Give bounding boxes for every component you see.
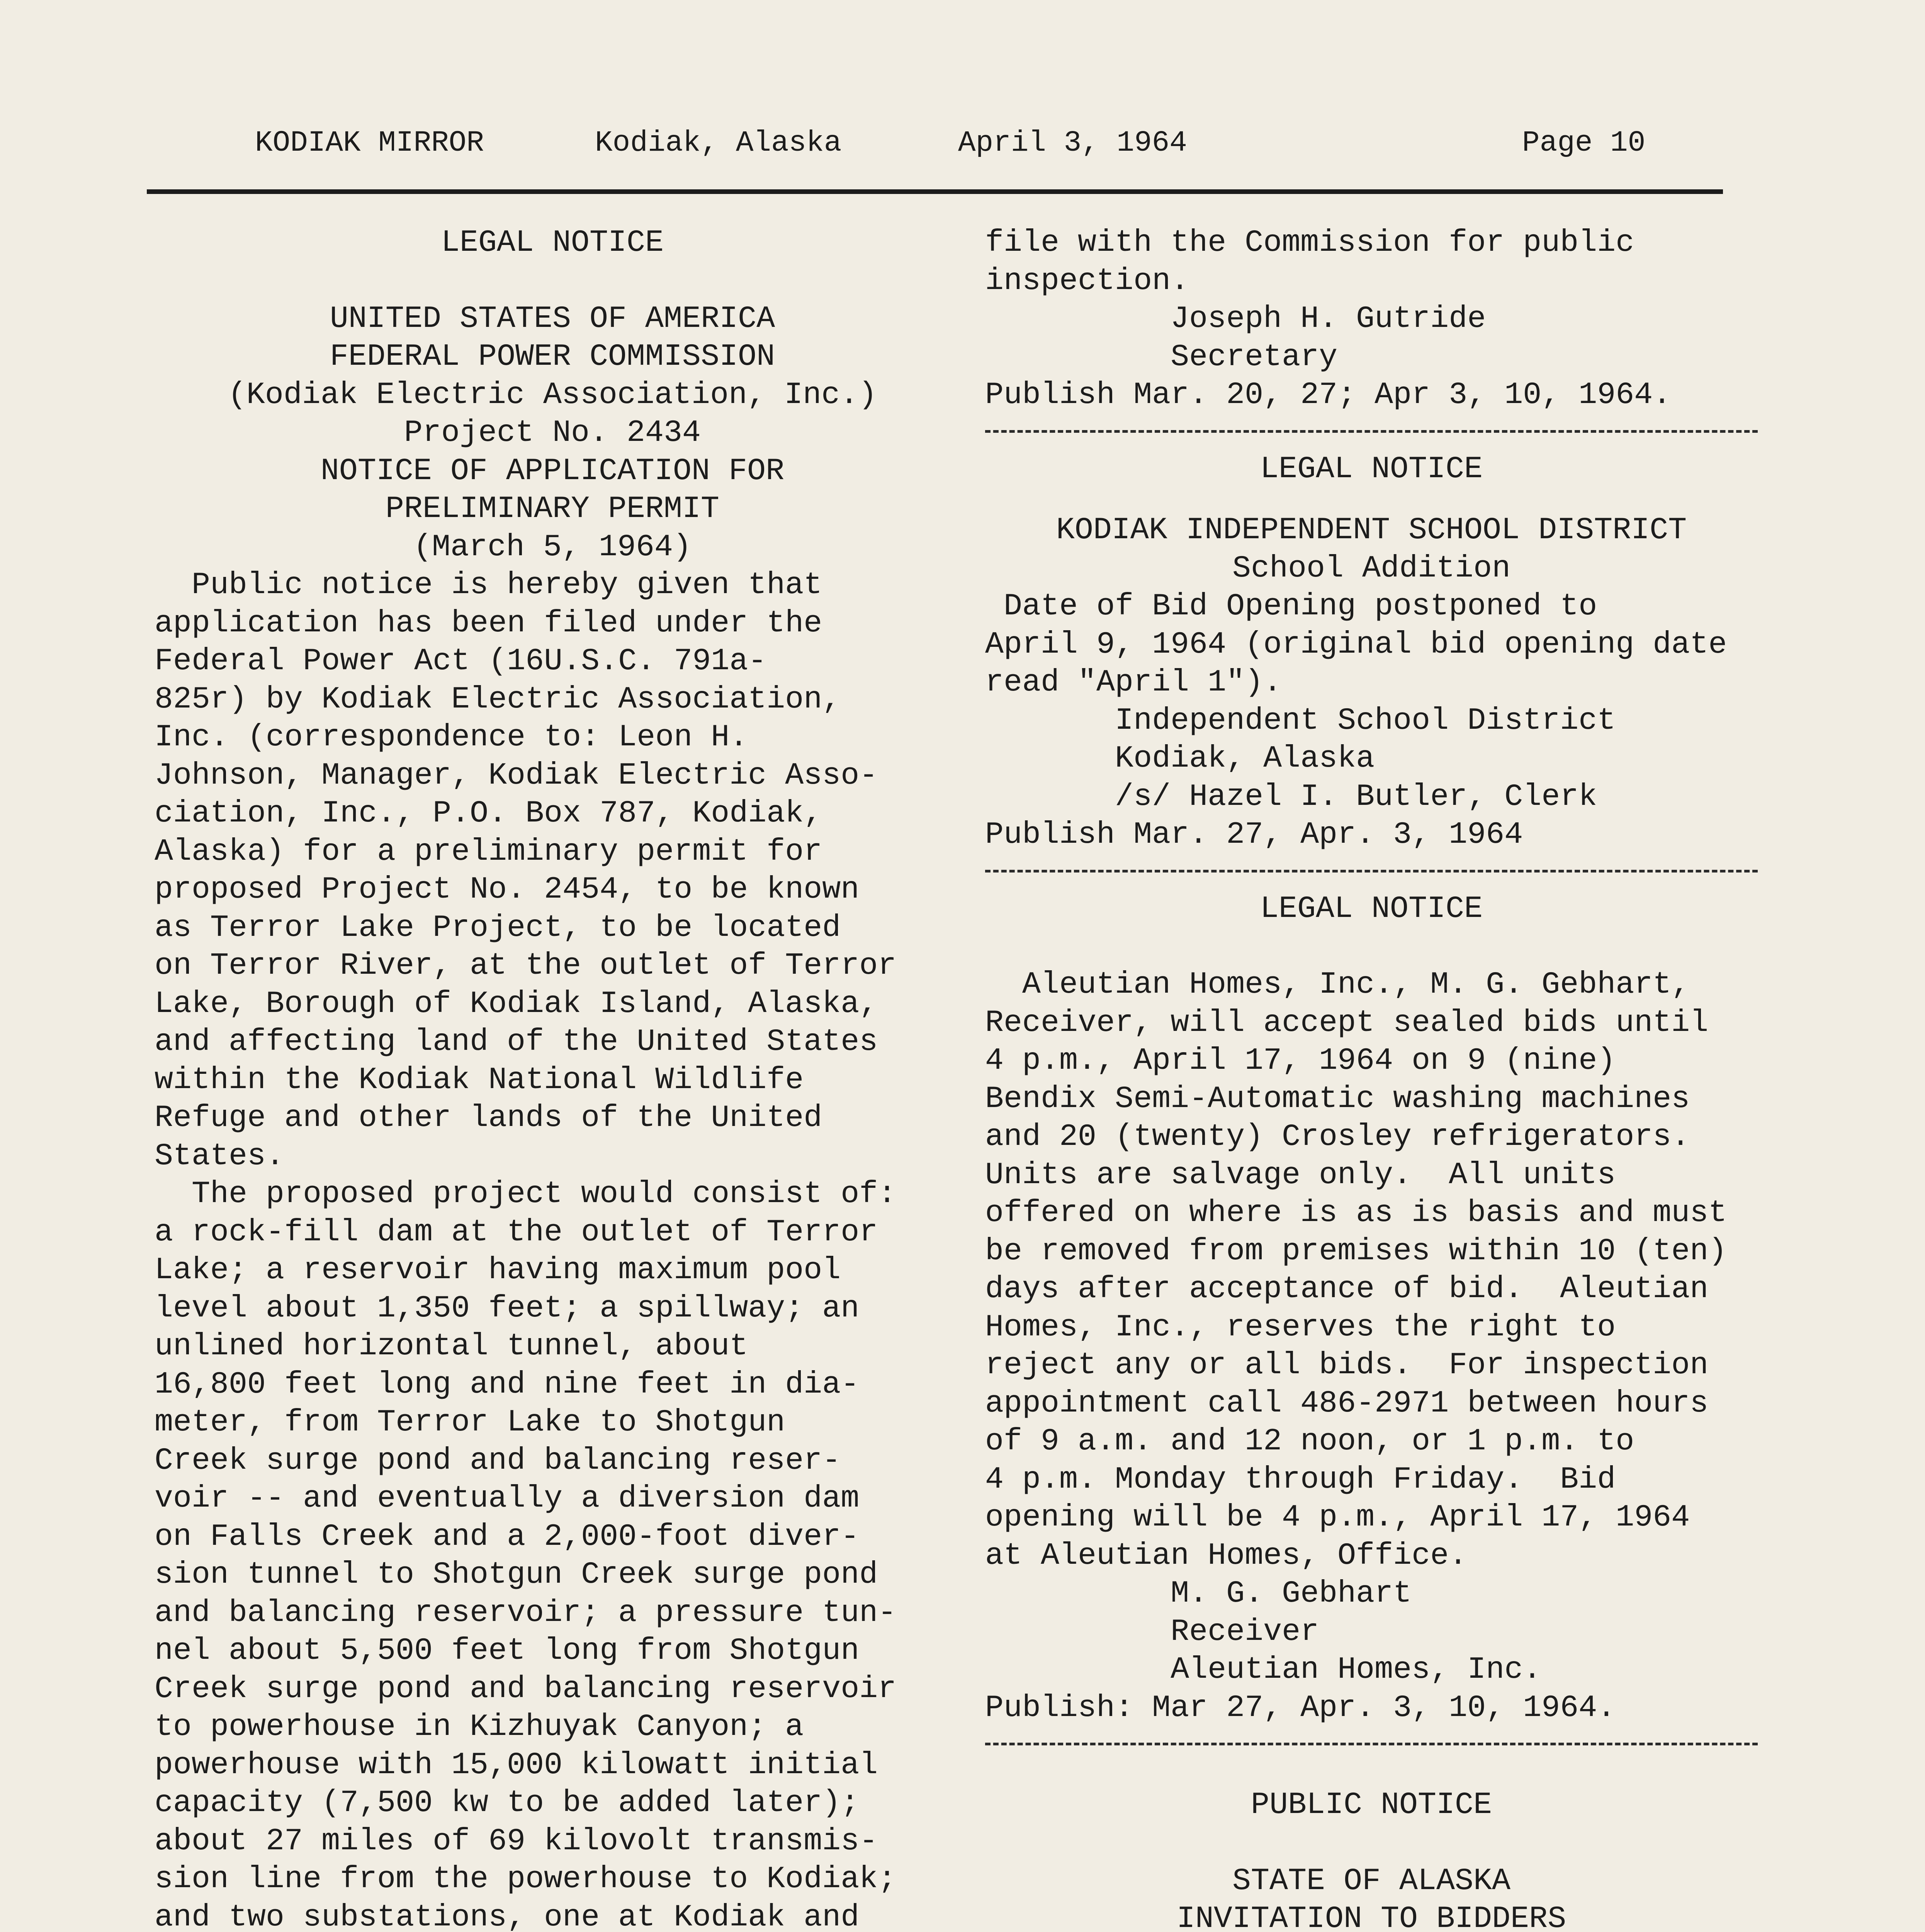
text-line: file with the Commission for public — [985, 225, 1634, 260]
text-line: of 9 a.m. and 12 noon, or 1 p.m. to — [985, 1424, 1634, 1459]
title-line: Project No. 2434 — [404, 415, 701, 451]
state-notice-title — [985, 1862, 1758, 1932]
text-line: within the Kodiak National Wildlife — [155, 1062, 804, 1098]
notice-title-block — [155, 300, 950, 567]
text-line: application has been filed under the — [155, 605, 822, 641]
text-line: inspection. — [985, 263, 1189, 299]
text-line: about 27 miles of 69 kilovolt transmis- — [155, 1823, 878, 1859]
left-column — [155, 224, 950, 1932]
text-line: offered on where is as is basis and must — [985, 1196, 1727, 1231]
text-line: to powerhouse in Kizhuyak Canyon; a — [155, 1709, 804, 1745]
school-notice-heading: LEGAL NOTICE — [1260, 451, 1483, 487]
text-line: Receiver, will accept sealed bids until — [985, 1005, 1709, 1041]
text-line: sion tunnel to Shotgun Creek surge pond — [155, 1557, 878, 1592]
title-line: FEDERAL POWER COMMISSION — [330, 339, 775, 374]
text-line: Inc. (correspondence to: Leon H. — [155, 720, 748, 755]
notice-body — [155, 566, 950, 1932]
title-line: KODIAK INDEPENDENT SCHOOL DISTRICT — [1056, 513, 1687, 548]
title-line: School Addition — [1232, 551, 1511, 586]
aleutian-notice-heading: LEGAL NOTICE — [1260, 891, 1483, 927]
text-line: ciation, Inc., P.O. Box 787, Kodiak, — [155, 796, 822, 831]
text-line: Creek surge pond and balancing reser- — [155, 1443, 841, 1478]
text-line: The proposed project would consist of: — [155, 1177, 897, 1212]
text-line: proposed Project No. 2454, to be known — [155, 872, 860, 907]
school-notice-body — [985, 588, 1758, 854]
text-line: Creek surge pond and balancing reservoir — [155, 1671, 897, 1707]
text-line: Publish Mar. 27, Apr. 3, 1964 — [985, 817, 1523, 852]
divider — [985, 870, 1758, 872]
text-line: 4 p.m., April 17, 1964 on 9 (nine) — [985, 1043, 1616, 1078]
text-line: be removed from premises within 10 (ten) — [985, 1233, 1727, 1269]
title-line: (Kodiak Electric Association, Inc.) — [228, 377, 877, 413]
text-line: on Falls Creek and a 2,000-foot diver- — [155, 1519, 860, 1554]
notice-heading: LEGAL NOTICE — [441, 225, 664, 260]
text-line: meter, from Terror Lake to Shotgun — [155, 1405, 785, 1440]
text-line: Receiver — [985, 1614, 1319, 1650]
text-line: 16,800 feet long and nine feet in dia- — [155, 1367, 860, 1402]
header-rule — [147, 189, 1723, 194]
text-line: Aleutian Homes, Inc., M. G. Gebhart, — [985, 967, 1690, 1002]
text-line: Alaska) for a preliminary permit for — [155, 834, 822, 869]
text-line: and balancing reservoir; a pressure tun- — [155, 1595, 897, 1631]
title-line: INVITATION TO BIDDERS — [1176, 1901, 1567, 1932]
text-line: powerhouse with 15,000 kilowatt initial — [155, 1747, 878, 1783]
title-line: NOTICE OF APPLICATION FOR — [320, 453, 785, 489]
text-line: Bendix Semi-Automatic washing machines — [985, 1081, 1690, 1117]
text-line: at Aleutian Homes, Office. — [985, 1538, 1468, 1573]
text-line: April 9, 1964 (original bid opening date — [985, 627, 1727, 662]
text-line: days after acceptance of bid. Aleutian — [985, 1272, 1709, 1307]
text-line: Johnson, Manager, Kodiak Electric Asso- — [155, 758, 878, 793]
title-line: UNITED STATES OF AMERICA — [330, 301, 775, 337]
text-line: 4 p.m. Monday through Friday. Bid — [985, 1462, 1616, 1497]
text-line: Units are salvage only. All units — [985, 1157, 1616, 1193]
state-notice-heading: PUBLIC NOTICE — [1250, 1787, 1492, 1823]
text-line: Publish: Mar 27, Apr. 3, 10, 1964. — [985, 1690, 1616, 1726]
text-line: nel about 5,500 feet long from Shotgun — [155, 1633, 860, 1668]
text-line: Kodiak, Alaska — [985, 741, 1375, 776]
text-line: Lake; a reservoir having maximum pool — [155, 1253, 841, 1288]
text-line: Independent School District — [985, 703, 1616, 738]
text-line: sion line from the powerhouse to Kodiak; — [155, 1862, 897, 1897]
text-line: Publish Mar. 20, 27; Apr 3, 10, 1964. — [985, 378, 1672, 413]
text-line: and 20 (twenty) Crosley refrigerators. — [985, 1119, 1690, 1155]
text-line: States. — [155, 1138, 285, 1174]
right-column — [985, 224, 1758, 1932]
title-line: STATE OF ALASKA — [1232, 1863, 1511, 1899]
text-line: opening will be 4 p.m., April 17, 1964 — [985, 1500, 1690, 1535]
text-line: reject any or all bids. For inspection — [985, 1348, 1709, 1383]
divider — [985, 430, 1758, 433]
aleutian-notice-body — [985, 966, 1758, 1727]
text-line: Date of Bid Opening postponed to — [985, 589, 1597, 624]
continuation-block — [985, 224, 1758, 415]
text-line: Public notice is hereby given that — [155, 568, 822, 603]
text-line: capacity (7,500 kw to be added later); — [155, 1786, 860, 1821]
title-line: (March 5, 1964) — [413, 529, 692, 565]
text-line: Refuge and other lands of the United — [155, 1100, 822, 1136]
text-line: M. G. Gebhart — [985, 1576, 1412, 1611]
location: Kodiak, Alaska — [595, 126, 842, 160]
text-line: Aleutian Homes, Inc. — [985, 1652, 1542, 1687]
divider — [985, 1743, 1758, 1745]
title-line: PRELIMINARY PERMIT — [385, 492, 720, 527]
text-line: Federal Power Act (16U.S.C. 791a- — [155, 644, 767, 679]
text-line: 825r) by Kodiak Electric Association, — [155, 682, 841, 717]
issue-date: April 3, 1964 — [958, 126, 1187, 160]
text-line: voir -- and eventually a diversion dam — [155, 1481, 860, 1516]
text-line: on Terror River, at the outlet of Terror — [155, 948, 897, 983]
page-header — [147, 116, 1723, 170]
text-line: /s/ Hazel I. Butler, Clerk — [985, 779, 1597, 815]
text-line: and affecting land of the United States — [155, 1024, 878, 1060]
text-line: appointment call 486-2971 between hours — [985, 1386, 1709, 1421]
school-notice-title — [985, 512, 1758, 588]
text-line: Homes, Inc., reserves the right to — [985, 1310, 1616, 1345]
text-line: and two substations, one at Kodiak and — [155, 1900, 860, 1932]
text-line: Secretary — [985, 339, 1338, 375]
text-line: unlined horizontal tunnel, about — [155, 1329, 748, 1364]
text-line: read "April 1"). — [985, 665, 1282, 700]
text-line: Joseph H. Gutride — [985, 301, 1486, 337]
paper-name: KODIAK MIRROR — [255, 126, 484, 160]
page-number: Page 10 — [1522, 126, 1646, 160]
text-line: as Terror Lake Project, to be located — [155, 910, 841, 946]
text-line: level about 1,350 feet; a spillway; an — [155, 1291, 860, 1326]
text-line: Lake, Borough of Kodiak Island, Alaska, — [155, 986, 878, 1022]
text-line: a rock-fill dam at the outlet of Terror — [155, 1214, 878, 1250]
